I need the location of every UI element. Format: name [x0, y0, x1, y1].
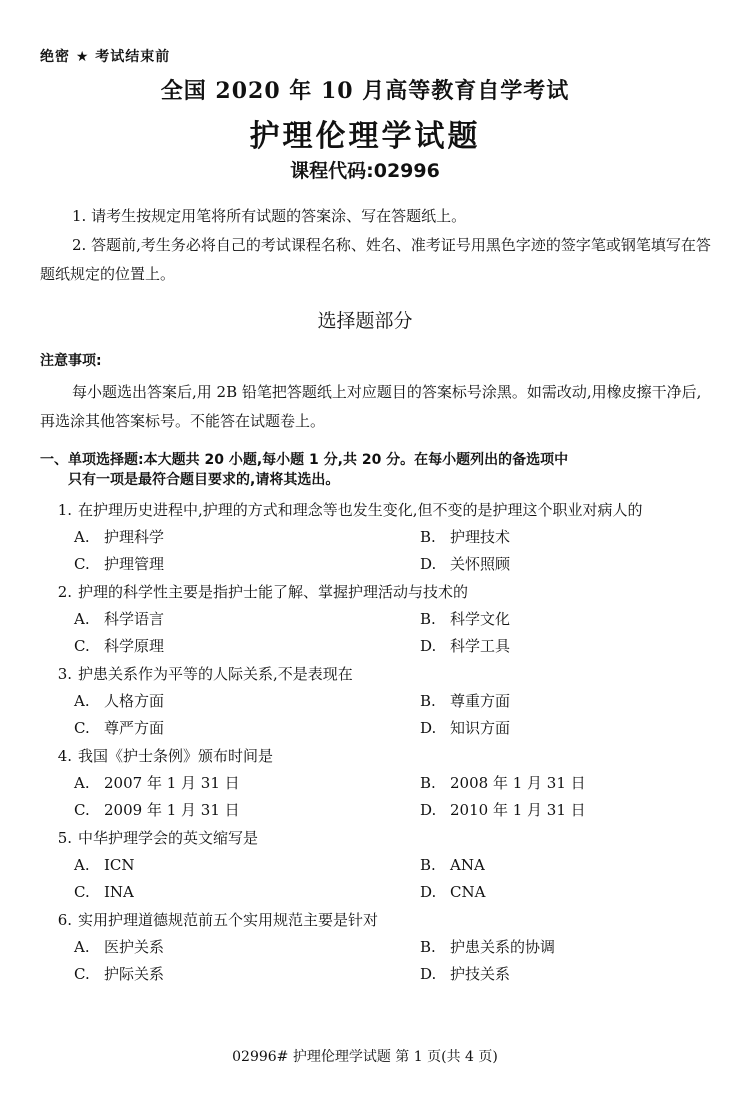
option-b: B. 护理技术 — [420, 528, 511, 546]
question-4 — [40, 742, 712, 824]
subject-title: 护理伦理学试题 — [249, 119, 481, 154]
question-number: 2. — [57, 583, 72, 601]
option-a: A. 医护关系 — [74, 938, 165, 956]
option-a: A. 2007 年 1 月 31 日 — [74, 774, 240, 792]
option-d: D. 2010 年 1 月 31 日 — [420, 801, 586, 819]
part-heading — [40, 450, 710, 490]
option-d: D. 关怀照顾 — [420, 555, 511, 573]
option-b: B. 护患关系的协调 — [420, 938, 556, 956]
option-c: C. 护际关系 — [74, 965, 165, 983]
question-6 — [40, 906, 712, 988]
question-number: 3. — [57, 665, 72, 683]
question-2 — [40, 578, 712, 660]
option-b: B. ANA — [420, 856, 485, 874]
option-a: A. ICN — [74, 856, 135, 874]
option-b: B. 2008 年 1 月 31 日 — [420, 774, 586, 792]
option-c: C. 尊严方面 — [74, 719, 165, 737]
option-c: C. 科学原理 — [74, 637, 165, 655]
part-heading-line-1: 一、单项选择题:本大题共 20 小题,每小题 1 分,共 20 分。在每小题列出的备选项中 — [40, 452, 569, 468]
option-b: B. 科学文化 — [420, 610, 511, 628]
option-b: B. 尊重方面 — [420, 692, 511, 710]
option-d: D. CNA — [420, 883, 486, 901]
option-c: C. INA — [74, 883, 134, 901]
confidential-label: 绝密 ★ 考试结束前 — [40, 49, 171, 65]
question-stem: 我国《护士条例》颁布时间是 — [78, 747, 274, 765]
option-a: A. 人格方面 — [74, 692, 165, 710]
option-d: D. 护技关系 — [420, 965, 511, 983]
notes-label: 注意事项: — [40, 353, 102, 369]
question-stem: 护患关系作为平等的人际关系,不是表现在 — [78, 665, 353, 683]
question-1 — [40, 496, 712, 578]
question-number: 4. — [57, 747, 72, 765]
section-title: 选择题部分 — [317, 310, 413, 332]
question-5 — [40, 824, 712, 906]
question-number: 1. — [57, 501, 72, 519]
part-heading-line-2: 只有一项是最符合题目要求的,请将其选出。 — [68, 472, 340, 488]
option-c: C. 2009 年 1 月 31 日 — [74, 801, 240, 819]
instruction-2: 2. 答题前,考生务必将自己的考试课程名称、姓名、准考证号用黑色字迹的签字笔或钢笔填写在答题纸规定的位置上。 — [40, 236, 711, 283]
option-a: A. 科学语言 — [74, 610, 165, 628]
question-stem: 实用护理道德规范前五个实用规范主要是针对 — [78, 911, 379, 929]
instruction-1: 1. 请考生按规定用笔将所有试题的答案涂、写在答题纸上。 — [72, 207, 467, 225]
option-d: D. 科学工具 — [420, 637, 511, 655]
question-list — [40, 496, 712, 988]
option-d: D. 知识方面 — [420, 719, 511, 737]
question-3 — [40, 660, 712, 742]
question-stem: 护理的科学性主要是指护士能了解、掌握护理活动与技术的 — [78, 583, 469, 601]
page-footer: 02996# 护理伦理学试题 第 1 页(共 4 页) — [232, 1049, 498, 1065]
course-code: 课程代码:02996 — [290, 160, 440, 182]
notes-text: 每小题选出答案后,用 2B 铅笔把答题纸上对应题目的答案标号涂黑。如需改动,用橡皮擦干净后,再选涂其他答案标号。不能答在试题卷上。 — [40, 383, 702, 430]
question-stem: 中华护理学会的英文缩写是 — [78, 829, 259, 847]
exam-title: 全国 2020 年 10 月高等教育自学考试 — [160, 78, 570, 104]
option-c: C. 护理管理 — [74, 555, 165, 573]
option-a: A. 护理科学 — [74, 528, 165, 546]
question-stem: 在护理历史进程中,护理的方式和理念等也发生变化,但不变的是护理这个职业对病人的 — [78, 501, 643, 519]
question-number: 6. — [57, 911, 72, 929]
question-number: 5. — [57, 829, 72, 847]
